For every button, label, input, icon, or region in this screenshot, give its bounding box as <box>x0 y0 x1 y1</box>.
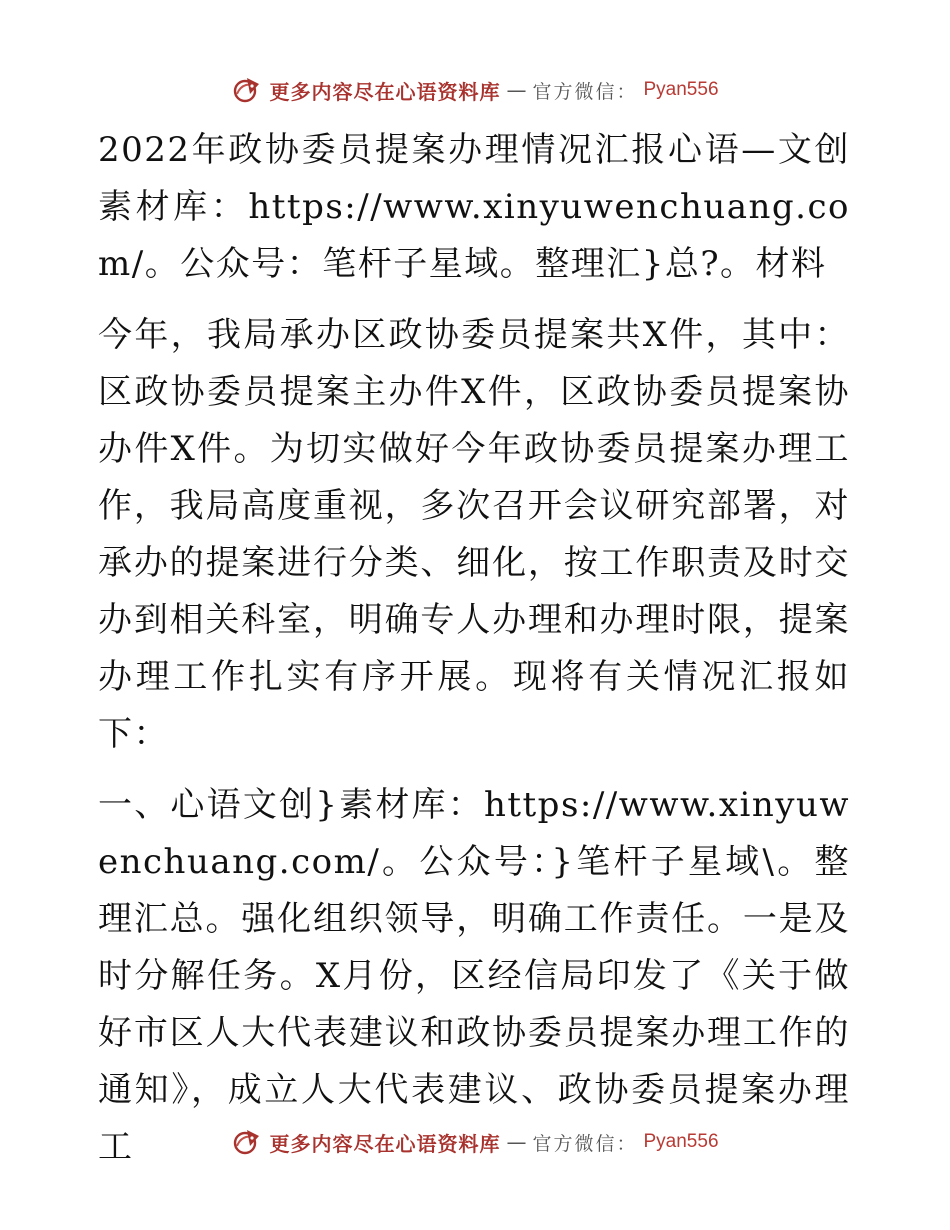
banner-dash: — <box>506 1130 527 1154</box>
banner-dash: — <box>506 78 527 102</box>
paragraph-section-one: 一、心语文创}素材库：https://www.xinyuwenchuang.com/。公众号：}笔杆子星域\。整理汇总。强化组织领导，明确工作责任。一是及时分解任务。X月份，区经信局印发了《关于做好市区人大代表建议和政协委员提案办理工作的通知》，成立人大代表建议、政协委员提案办理工 <box>98 785 850 1167</box>
document-title: 2022年政协委员提案办理情况汇报心语—文创素材库：https://www.xinyuwenchuang.com/。公众号：笔杆子星域。整理汇}总?。材料 <box>98 130 850 284</box>
banner-official-label: 官方微信： <box>532 80 638 103</box>
banner-slogan: 更多内容尽在心语资料库 <box>269 1131 501 1156</box>
pen-nib-swirl-icon <box>231 74 263 106</box>
pen-nib-swirl-icon <box>231 1126 263 1158</box>
footer-banner <box>0 1122 950 1162</box>
header-banner <box>0 70 950 110</box>
banner-wechat-handle: Pyan556 <box>643 79 719 100</box>
paragraph-intro: 今年，我局承办区政协委员提案共X件，其中：区政协委员提案主办件X件，区政协委员提案协办件X件。为切实做好今年政协委员提案办理工作，我局高度重视，多次召开会议研究部署，对承办的提案进行分类、细化，按工作职责及时交办到相关科室，明确专人办理和办理时限，提案办理工作扎实有序开展。现将有关情况汇报如下： <box>98 315 850 754</box>
banner-wechat-handle: Pyan556 <box>643 1131 719 1152</box>
banner-official-label: 官方微信： <box>532 1132 638 1155</box>
banner-slogan: 更多内容尽在心语资料库 <box>269 79 501 104</box>
document-body <box>98 122 850 1176</box>
